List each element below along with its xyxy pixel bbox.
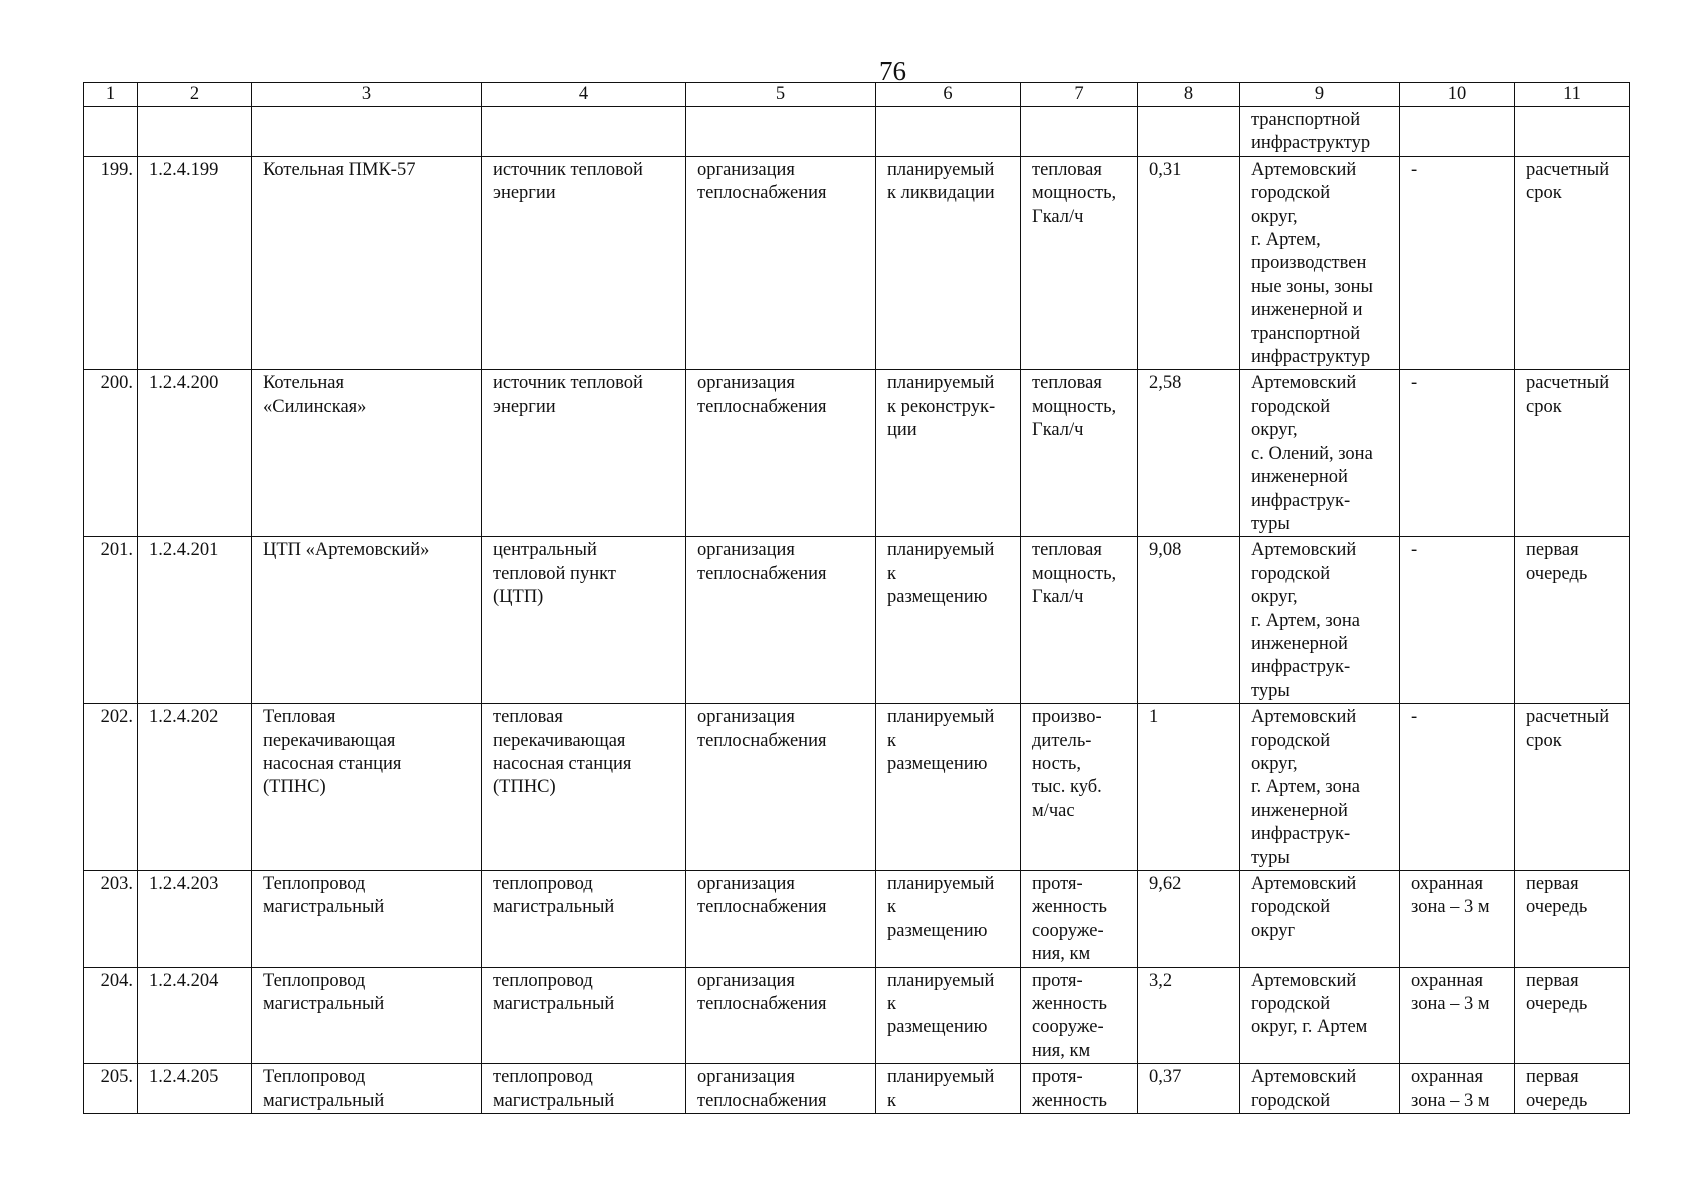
table-cell: планируемый к реконструк- ции (876, 370, 1021, 537)
table-cell: планируемый к ликвидации (876, 156, 1021, 370)
table-row (84, 871, 1630, 968)
table-cell: охранная зона – 3 м (1400, 871, 1515, 968)
table-cell: первая очередь (1515, 967, 1630, 1064)
table-cell: 1.2.4.202 (138, 704, 252, 871)
table-row (84, 107, 1630, 157)
table-cell: источник тепловой энергии (482, 156, 686, 370)
table-cell (876, 107, 1021, 157)
table-cell: первая очередь (1515, 1064, 1630, 1114)
table-cell: ЦТП «Артемовский» (252, 537, 482, 704)
table-cell: тепловая мощность, Гкал/ч (1021, 370, 1138, 537)
table-cell: расчетный срок (1515, 370, 1630, 537)
column-header-11: 11 (1515, 83, 1630, 107)
table-cell: 205. (84, 1064, 138, 1114)
table-cell: - (1400, 704, 1515, 871)
table-cell (1515, 107, 1630, 157)
table-cell: охранная зона – 3 м (1400, 1064, 1515, 1114)
table-cell: Котельная «Силинская» (252, 370, 482, 537)
table-cell: 204. (84, 967, 138, 1064)
table-cell: 1.2.4.203 (138, 871, 252, 968)
table-cell: тепловая мощность, Гкал/ч (1021, 156, 1138, 370)
table-cell: 0,37 (1138, 1064, 1240, 1114)
table-cell: организация теплоснабжения (686, 537, 876, 704)
table-cell: 199. (84, 156, 138, 370)
table-cell: организация теплоснабжения (686, 1064, 876, 1114)
table-cell: теплопровод магистральный (482, 1064, 686, 1114)
table-cell: Артемовский городской (1240, 1064, 1400, 1114)
table-cell: Артемовский городской округ, г. Артем, зона инженерной инфраструк- туры (1240, 537, 1400, 704)
table-cell: протя- женность сооруже- ния, км (1021, 967, 1138, 1064)
table-cell (1400, 107, 1515, 157)
table-cell: Артемовский городской округ, г. Артем, зона инженерной инфраструк- туры (1240, 704, 1400, 871)
table-cell: организация теплоснабжения (686, 967, 876, 1064)
table-cell: 1.2.4.199 (138, 156, 252, 370)
table-cell: Артемовский городской округ, с. Олений, зона инженерной инфраструк- туры (1240, 370, 1400, 537)
table-cell: организация теплоснабжения (686, 156, 876, 370)
table-cell: Котельная ПМК-57 (252, 156, 482, 370)
table-cell: Артемовский городской округ (1240, 871, 1400, 968)
table-cell: 201. (84, 537, 138, 704)
table-cell: - (1400, 370, 1515, 537)
table-cell: 3,2 (1138, 967, 1240, 1064)
column-header-1: 1 (84, 83, 138, 107)
table-cell: 9,08 (1138, 537, 1240, 704)
table-cell: Артемовский городской округ, г. Артем (1240, 967, 1400, 1064)
column-header-6: 6 (876, 83, 1021, 107)
table-cell: транспортной инфраструктур (1240, 107, 1400, 157)
object-table (83, 82, 1630, 1114)
column-header-5: 5 (686, 83, 876, 107)
table-row (84, 156, 1630, 370)
table-cell: планируемый к размещению (876, 537, 1021, 704)
table-cell: протя- женность сооруже- ния, км (1021, 871, 1138, 968)
column-header-7: 7 (1021, 83, 1138, 107)
table-cell: источник тепловой энергии (482, 370, 686, 537)
table-cell (1138, 107, 1240, 157)
table-cell (252, 107, 482, 157)
table-cell: первая очередь (1515, 537, 1630, 704)
table-cell (686, 107, 876, 157)
table-cell (482, 107, 686, 157)
column-header-2: 2 (138, 83, 252, 107)
table-cell: планируемый к размещению (876, 871, 1021, 968)
table-row (84, 1064, 1630, 1114)
table-cell: 203. (84, 871, 138, 968)
table-cell: расчетный срок (1515, 156, 1630, 370)
table-cell: 1.2.4.201 (138, 537, 252, 704)
table-cell: произво- дитель- ность, тыс. куб. м/час (1021, 704, 1138, 871)
column-header-9: 9 (1240, 83, 1400, 107)
table-cell: охранная зона – 3 м (1400, 967, 1515, 1064)
header-row (84, 83, 1630, 107)
table-cell: тепловая мощность, Гкал/ч (1021, 537, 1138, 704)
table-cell: Теплопровод магистральный (252, 967, 482, 1064)
table-cell: - (1400, 537, 1515, 704)
table-cell: организация теплоснабжения (686, 704, 876, 871)
table-cell: Тепловая перекачивающая насосная станция (ТПНС) (252, 704, 482, 871)
table-cell: 1.2.4.200 (138, 370, 252, 537)
table-cell: теплопровод магистральный (482, 967, 686, 1064)
table-cell: расчетный срок (1515, 704, 1630, 871)
table-cell: теплопровод магистральный (482, 871, 686, 968)
table-cell (1021, 107, 1138, 157)
table-cell: 1 (1138, 704, 1240, 871)
table-row (84, 704, 1630, 871)
table-row (84, 967, 1630, 1064)
table-row (84, 537, 1630, 704)
table-cell: 1.2.4.205 (138, 1064, 252, 1114)
table-row (84, 370, 1630, 537)
table-cell: 202. (84, 704, 138, 871)
table-cell: 1.2.4.204 (138, 967, 252, 1064)
column-header-10: 10 (1400, 83, 1515, 107)
table-cell (138, 107, 252, 157)
table-cell: Теплопровод магистральный (252, 1064, 482, 1114)
table-cell: - (1400, 156, 1515, 370)
table-cell: 9,62 (1138, 871, 1240, 968)
table-cell: организация теплоснабжения (686, 871, 876, 968)
column-header-3: 3 (252, 83, 482, 107)
table-cell: организация теплоснабжения (686, 370, 876, 537)
table-cell: Артемовский городской округ, г. Артем, производствен ные зоны, зоны инженерной и транспортной инфраструктур (1240, 156, 1400, 370)
table-cell (84, 107, 138, 157)
page-number: 76 (879, 56, 906, 86)
column-header-8: 8 (1138, 83, 1240, 107)
table-cell: 200. (84, 370, 138, 537)
table-cell: планируемый к (876, 1064, 1021, 1114)
table-cell: центральный тепловой пункт (ЦТП) (482, 537, 686, 704)
table-cell: первая очередь (1515, 871, 1630, 968)
table-cell: 2,58 (1138, 370, 1240, 537)
table-cell: планируемый к размещению (876, 967, 1021, 1064)
table-cell: Теплопровод магистральный (252, 871, 482, 968)
column-header-4: 4 (482, 83, 686, 107)
table-cell: протя- женность (1021, 1064, 1138, 1114)
table-cell: тепловая перекачивающая насосная станция (ТПНС) (482, 704, 686, 871)
table-cell: планируемый к размещению (876, 704, 1021, 871)
table-cell: 0,31 (1138, 156, 1240, 370)
